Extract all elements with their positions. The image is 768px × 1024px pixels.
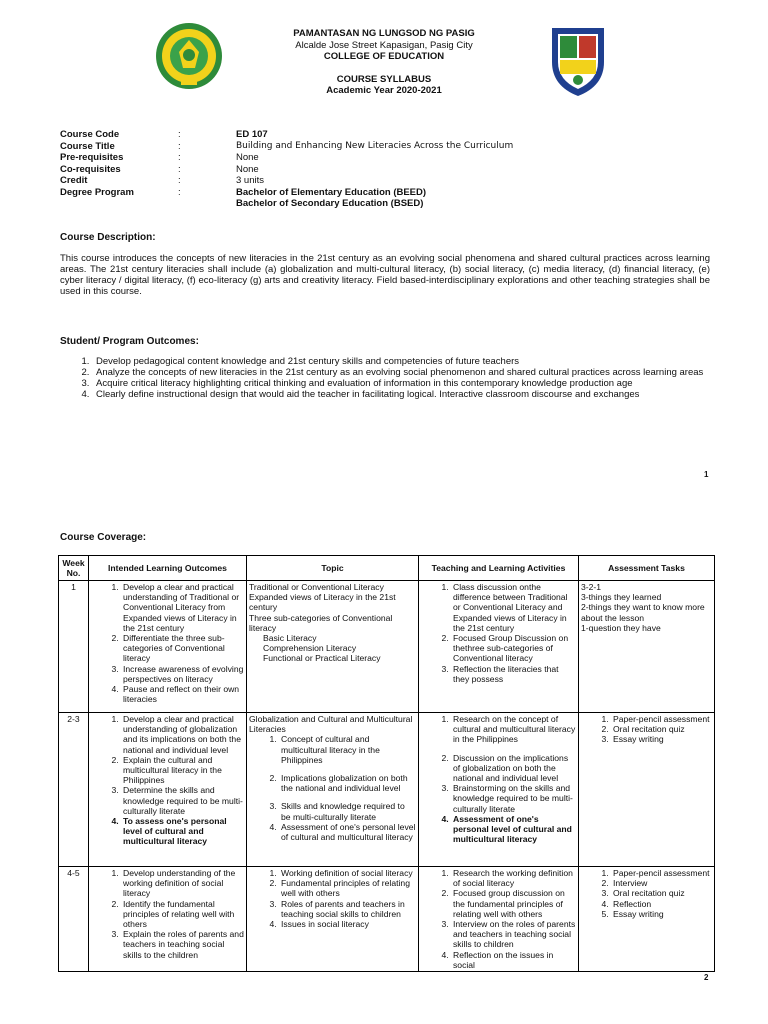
table-row xyxy=(59,581,715,713)
list-item: 1. Working definition of social literacy xyxy=(279,868,416,878)
list-item: 4. Assessment of one's personal level of cultural and multicultural literacy xyxy=(279,822,416,842)
course-description-text: This course introduces the concepts of new literacies in the 21st century as an evolving social phenomena and shared cultural practices across learning areas. The 21st century literacies shall include (a) globalization and multi-cultural literacy, (b) social literacy, (c) media literacy, (d) financial literacy, (e) cyber literacy / digital literacy, (f) eco-literacy (g) arts and creativity literacy. Field based-interdisciplinary explorations and other teaching strategies shall be used in this course. xyxy=(60,253,710,297)
table-row xyxy=(59,867,715,972)
list-item: 2. Discussion on the implications of globalization on both the national and individual level xyxy=(451,753,576,784)
page-number: 1 xyxy=(704,470,709,479)
list-item: 4. Reflection on the issues in social xyxy=(451,950,576,970)
info-value: ED 107 xyxy=(236,129,268,140)
outcome-item: 2. Analyze the concepts of new literacies in the 21st century as an evolving social phenomenon and shared cultural practices across learning areas xyxy=(92,367,710,378)
course-info-row xyxy=(60,187,696,199)
list-item: 4. Pause and reflect on their own literacies xyxy=(121,684,244,704)
week-cell: 4-5 xyxy=(59,867,89,972)
info-colon: : xyxy=(178,186,181,198)
coverage-table xyxy=(58,555,715,972)
info-value: 3 units xyxy=(236,175,264,186)
ilo-cell xyxy=(89,713,247,867)
page-number: 2 xyxy=(704,973,709,982)
list-item: 4. Reflection xyxy=(611,899,712,909)
topic-cell xyxy=(247,867,419,972)
column-header: Intended Learning Outcomes xyxy=(89,556,247,581)
info-label: Credit xyxy=(60,175,88,186)
course-info-row xyxy=(60,152,696,164)
list-item: 4. To assess one's personal level of cultural and multicultural literacy xyxy=(121,816,244,847)
course-info-block xyxy=(60,129,696,210)
topic-cell xyxy=(247,581,419,713)
info-label: Degree Program xyxy=(60,186,134,198)
column-header: Topic xyxy=(247,556,419,581)
document-title: COURSE SYLLABUS xyxy=(336,73,432,85)
list-item: 3. Increase awareness of evolving perspectives on literacy xyxy=(121,664,244,684)
list-item: 3. Oral recitation quiz xyxy=(611,888,712,898)
list-item: 1. Research on the concept of cultural and multicultural literacy in the Philippines xyxy=(451,714,576,745)
college-name: COLLEGE OF EDUCATION xyxy=(323,51,445,62)
table-header-row xyxy=(59,556,715,581)
course-description-heading: Course Description: xyxy=(60,232,156,243)
assessment-line: 3-things they learned xyxy=(581,592,662,603)
topic-cell xyxy=(247,713,419,867)
list-item: 2. Fundamental principles of relating well with others xyxy=(279,878,416,898)
list-item: 2. Oral recitation quiz xyxy=(611,724,712,734)
assessment-cell xyxy=(579,713,715,867)
list-item: 2. Differentiate the three sub-categories of Conventional literacy xyxy=(121,633,244,664)
ilo-cell xyxy=(89,581,247,713)
list-item: 2. Interview xyxy=(611,878,712,888)
activities-cell xyxy=(419,713,579,867)
list-item: 3. Explain the roles of parents and teachers in teaching social skills to the children xyxy=(121,929,244,960)
info-value: Bachelor of Elementary Education (BEED) xyxy=(236,186,427,198)
activities-cell xyxy=(419,867,579,972)
list-item: 1. Develop a clear and practical understanding of Traditional or Conventional Literacy from Expanded views of Literacy in the 21st century xyxy=(121,582,244,633)
column-header: Teaching and Learning Activities xyxy=(419,556,579,581)
course-info-row xyxy=(60,141,696,153)
course-info-row xyxy=(60,129,696,141)
topic-subline: Functional or Practical Literacy xyxy=(263,653,381,664)
list-item: 2. Implications globalization on both the national and individual level xyxy=(279,773,416,793)
list-item: 1. Develop understanding of the working definition of social literacy xyxy=(121,868,244,899)
info-colon: : xyxy=(178,129,181,140)
list-item: 1. Paper-pencil assessment xyxy=(611,714,712,724)
info-colon: : xyxy=(178,163,181,175)
topic-subline: Basic Literacy xyxy=(263,633,317,644)
outcomes-heading: Student/ Program Outcomes: xyxy=(60,336,199,347)
info-value: Building and Enhancing New Literacies Across the Curriculum xyxy=(236,140,514,151)
list-item: 3. Reflection the literacies that they possess xyxy=(451,664,576,684)
info-label: Pre-requisites xyxy=(60,152,124,163)
list-item: 3. Essay writing xyxy=(611,734,712,744)
list-item: 5. Essay writing xyxy=(611,909,712,919)
list-item: 1. Paper-pencil assessment xyxy=(611,868,712,878)
topic-line: Three sub-categories of Conventional literacy xyxy=(249,612,393,633)
topic-line: Globalization and Cultural and Multicultural Literacies xyxy=(249,714,413,735)
outcome-item: 4. Clearly define instructional design that would aid the teacher in facilitating logical. Interactive classroom discourse and exchanges xyxy=(92,389,710,400)
assessment-line: 1-question they have xyxy=(581,622,661,633)
list-item: 2. Focused Group Discussion on thethree sub-categories of Conventional literacy xyxy=(451,633,576,664)
info-colon xyxy=(178,198,236,210)
outcome-item: 3. Acquire critical literacy highlighting critical thinking and evaluation of information in this contemporary knowledge production age xyxy=(92,378,710,389)
info-value: None xyxy=(236,163,259,175)
assessment-cell xyxy=(579,867,715,972)
university-address: Alcalde Jose Street Kapasigan, Pasig City xyxy=(295,39,473,51)
list-item: 2. Focused group discussion on the fundamental principles of relating well with others xyxy=(451,888,576,919)
week-cell: 1 xyxy=(59,581,89,713)
info-label xyxy=(60,198,178,210)
topic-line: Traditional or Conventional Literacy xyxy=(249,582,384,592)
list-item: 3. Skills and knowledge required to be multi-culturally literate xyxy=(279,801,416,821)
assessment-line: 2-things they want to know more about the lesson xyxy=(581,602,705,623)
list-item: 3. Brainstorming on the skills and knowledge required to be multi-culturally literate xyxy=(451,783,576,814)
list-item: 4. Issues in social literacy xyxy=(279,919,416,929)
activities-cell xyxy=(419,581,579,713)
info-value: Bachelor of Secondary Education (BSED) xyxy=(236,198,424,209)
info-colon: : xyxy=(178,175,181,186)
list-item: 1. Research the working definition of social literacy xyxy=(451,868,576,888)
column-header: Assessment Tasks xyxy=(579,556,715,581)
university-name: PAMANTASAN NG LUNGSOD NG PASIG xyxy=(293,28,475,39)
list-item: 3. Roles of parents and teachers in teaching social skills to children xyxy=(279,899,416,919)
list-item: 3. Determine the skills and knowledge required to be multi-culturally literate xyxy=(121,785,244,816)
coverage-heading: Course Coverage: xyxy=(60,532,147,543)
table-row xyxy=(59,713,715,867)
list-item: 1. Develop a clear and practical understanding of globalization and its implications on both the national and individual level xyxy=(121,714,244,755)
column-header: Week No. xyxy=(59,556,89,581)
info-value: None xyxy=(236,152,259,163)
list-item: 4. Assessment of one's personal level of cultural and multicultural literacy xyxy=(451,814,576,845)
list-item: 2. Explain the cultural and multicultural literacy in the Philippines xyxy=(121,755,244,786)
assessment-line: 3-2-1 xyxy=(581,582,602,592)
assessment-cell xyxy=(579,581,715,713)
info-colon: : xyxy=(178,140,181,152)
topic-line: Expanded views of Literacy in the 21st century xyxy=(249,592,396,613)
outcomes-list xyxy=(60,356,710,400)
ilo-cell xyxy=(89,867,247,972)
info-label: Course Title xyxy=(60,140,115,152)
list-item: 1. Concept of cultural and multicultural literacy in the Philippines xyxy=(279,734,416,765)
list-item: 2. Identify the fundamental principles of relating well with others xyxy=(121,899,244,930)
info-label: Co-requisites xyxy=(60,163,121,175)
week-cell: 2-3 xyxy=(59,713,89,867)
topic-subline: Comprehension Literacy xyxy=(263,643,357,654)
course-info-row xyxy=(60,198,696,210)
academic-year: Academic Year 2020-2021 xyxy=(326,85,442,96)
info-colon: : xyxy=(178,152,181,163)
outcome-item: 1. Develop pedagogical content knowledge and 21st century skills and competencies of future teachers xyxy=(92,356,710,367)
info-label: Course Code xyxy=(60,129,120,140)
course-info-row xyxy=(60,164,696,176)
course-info-row xyxy=(60,175,696,187)
document-header xyxy=(0,28,768,97)
list-item: 3. Interview on the roles of parents and teachers in teaching social skills to children xyxy=(451,919,576,950)
list-item: 1. Class discussion onthe difference between Traditional or Conventional Literacy and Expanded views of Literacy in the 21st century xyxy=(451,582,576,633)
